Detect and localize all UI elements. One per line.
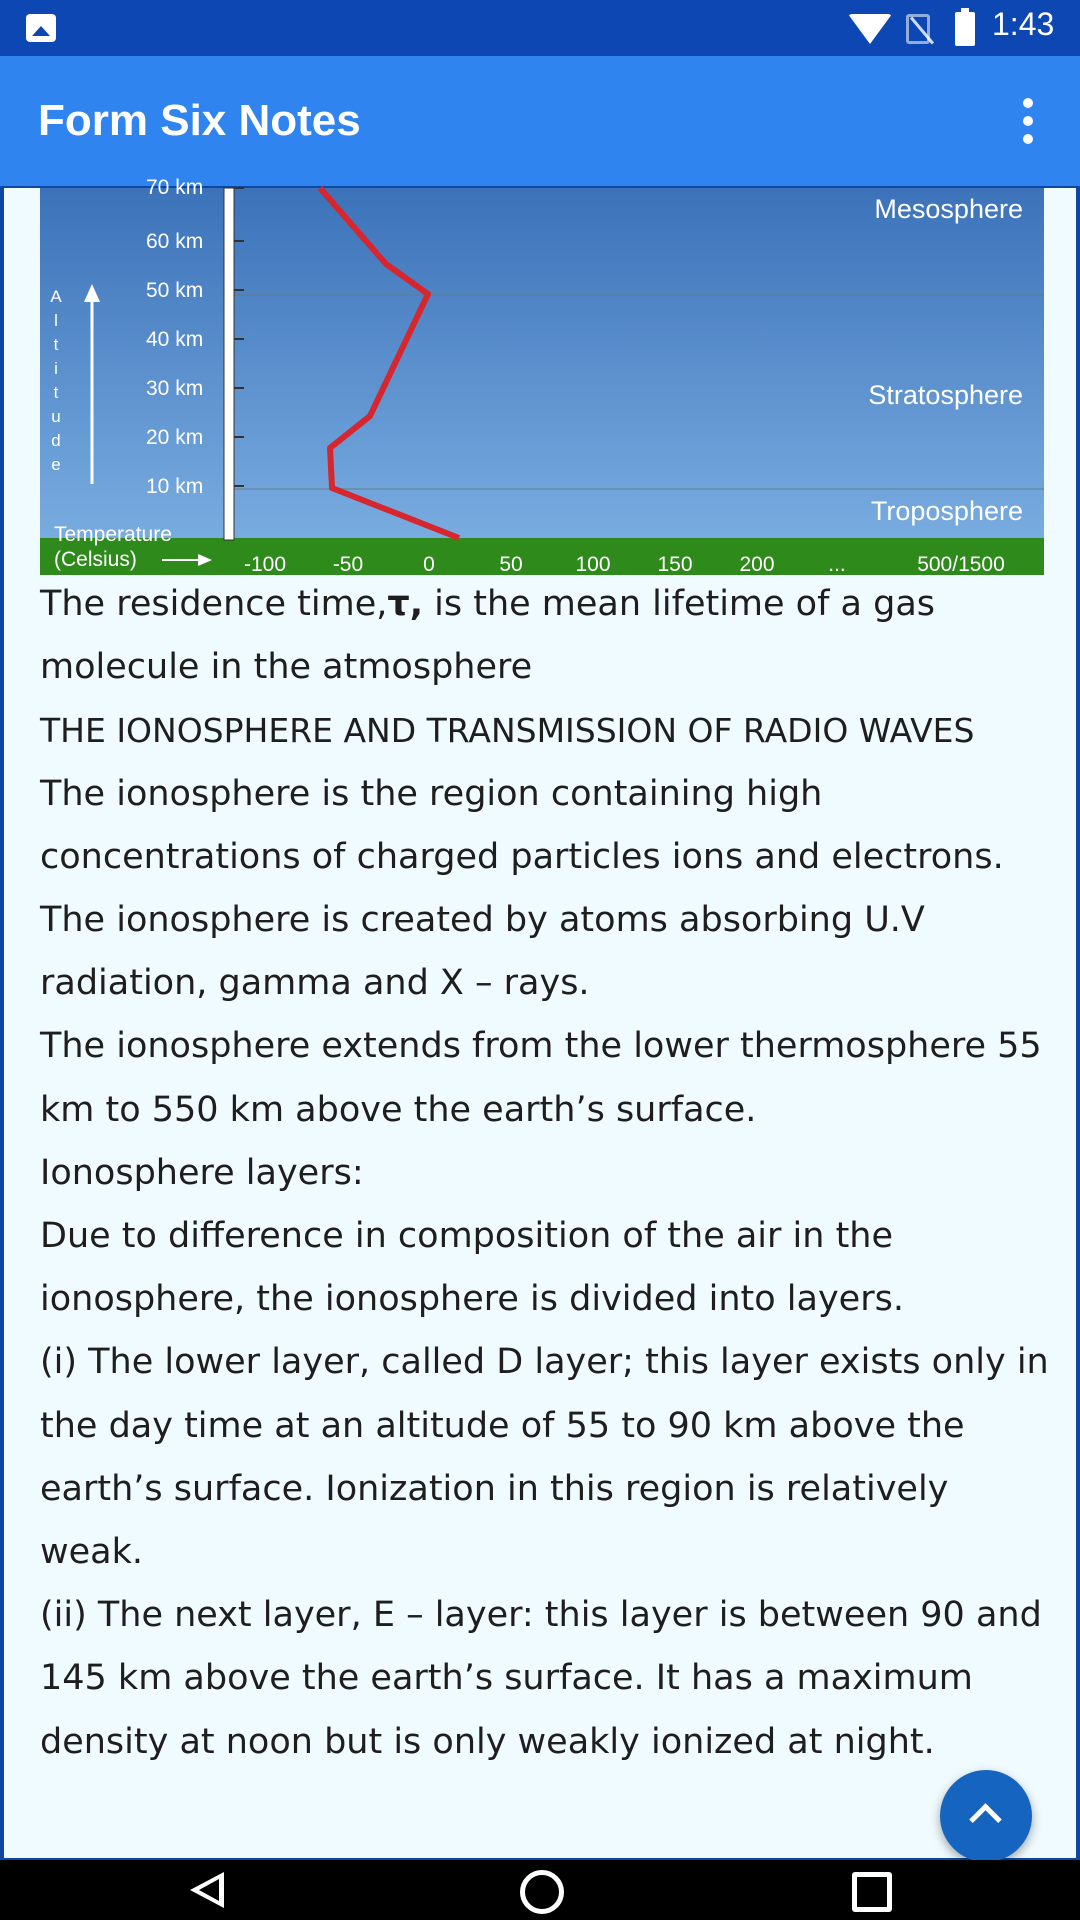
paragraph: Ionosphere layers: xyxy=(40,1152,364,1193)
content-scroll[interactable] xyxy=(4,176,1076,1858)
altitude-axis-letter: u xyxy=(51,407,61,426)
app-title: Form Six Notes xyxy=(38,96,361,145)
tau-symbol: τ, xyxy=(387,584,424,624)
battery-icon xyxy=(955,12,975,46)
more-vert-icon[interactable] xyxy=(1016,96,1040,146)
layer-label-troposphere: Troposphere xyxy=(870,496,1023,526)
wifi-icon xyxy=(848,14,892,44)
layer-label-stratosphere: Stratosphere xyxy=(868,380,1023,410)
section-heading: THE IONOSPHERE AND TRANSMISSION OF RADIO WAVES xyxy=(40,711,975,751)
app-bar xyxy=(0,56,1080,186)
status-time: 1:43 xyxy=(992,6,1055,42)
altitude-axis-letter: i xyxy=(54,359,58,378)
home-icon[interactable] xyxy=(520,1870,564,1914)
altitude-axis-letter: e xyxy=(51,455,61,474)
temperature-tick: 200 xyxy=(739,553,775,576)
temperature-tick: -50 xyxy=(332,553,364,576)
temperature-tick: 150 xyxy=(657,553,693,576)
navigation-bar xyxy=(0,1860,1080,1920)
paragraph: Due to difference in composition of the air in the ionosphere, the ionosphere is divided into layers. xyxy=(40,1216,904,1320)
status-bar xyxy=(0,0,1080,56)
altitude-label: 70 km xyxy=(146,176,204,199)
temperature-tick: ... xyxy=(828,553,846,576)
back-icon[interactable] xyxy=(190,1872,224,1908)
gallery-icon xyxy=(26,14,56,42)
layer-label-mesosphere: Mesosphere xyxy=(874,194,1023,224)
altitude-axis-letter: d xyxy=(51,431,61,450)
altitude-label: 60 km xyxy=(146,230,204,253)
article-text xyxy=(40,573,1050,1774)
scroll-to-top-button[interactable] xyxy=(940,1770,1032,1862)
altitude-axis-letter: A xyxy=(50,287,62,306)
altitude-bar xyxy=(224,188,234,540)
paragraph: The ionosphere is the region containing high concentrations of charged particles ions and electrons. xyxy=(40,773,1004,877)
temperature-tick: 50 xyxy=(499,553,523,576)
ground-strip xyxy=(40,538,1044,575)
paragraph: The ionosphere is created by atoms absorbing U.V radiation, gamma and X – rays. xyxy=(40,900,925,1004)
temperature-label: Temperature xyxy=(54,523,172,546)
paragraph: The ionosphere extends from the lower thermosphere 55 km to 550 km above the earth’s surface. xyxy=(40,1026,1042,1130)
altitude-axis-letter: t xyxy=(53,335,59,354)
paragraph: (ii) The next layer, E – layer: this layer is between 90 and 145 km above the earth’s surface. It has a maximum density at noon but is only weakly ionized at night. xyxy=(40,1595,1042,1762)
altitude-label: 40 km xyxy=(146,328,204,351)
paragraph: (i) The lower layer, called D layer; this layer exists only in the day time at an altitude of 55 to 90 km above the earth’s surface. Ionization in this region is relatively weak. xyxy=(40,1342,1049,1573)
atmosphere-diagram xyxy=(40,176,1044,576)
altitude-label: 30 km xyxy=(146,377,204,400)
altitude-label: 10 km xyxy=(146,475,204,498)
altitude-label: 20 km xyxy=(146,426,204,449)
altitude-label: 50 km xyxy=(146,279,204,302)
altitude-axis-letter: t xyxy=(53,383,59,402)
recent-apps-icon[interactable] xyxy=(852,1872,892,1912)
no-sim-icon xyxy=(906,14,930,44)
residence-time-paragraph: The residence time,τ, is the mean lifetime of a gas molecule in the atmosphere xyxy=(40,584,936,688)
temperature-tick: 500/1500 xyxy=(917,553,1005,576)
temperature-tick: -100 xyxy=(243,553,287,576)
altitude-axis-letter: l xyxy=(54,311,58,330)
temperature-tick: 100 xyxy=(575,553,611,576)
temperature-unit-label: (Celsius) xyxy=(54,548,137,571)
temperature-tick: 0 xyxy=(423,553,435,576)
